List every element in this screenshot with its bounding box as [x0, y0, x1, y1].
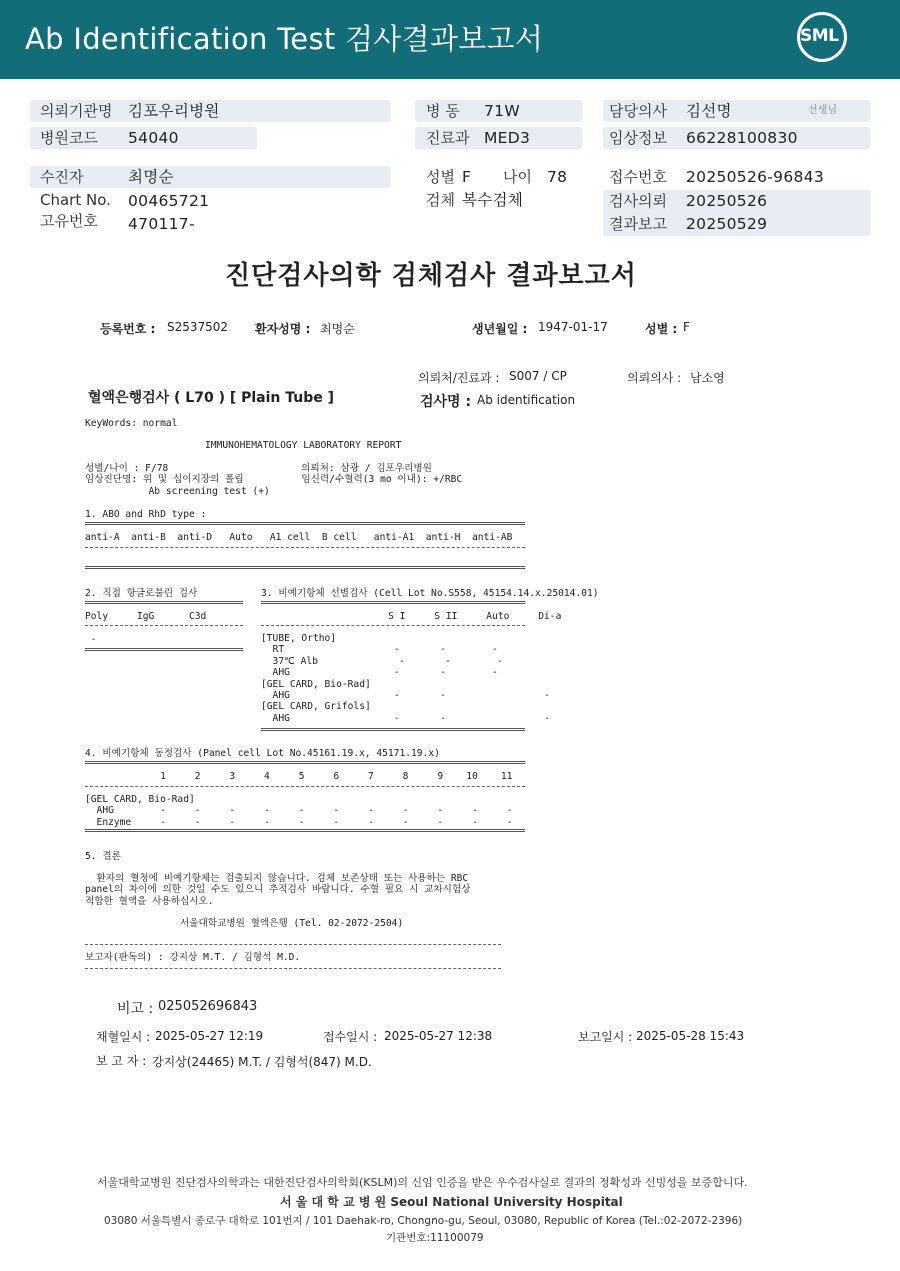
rule	[261, 625, 525, 626]
lab-reporter: 보고자(판독의) : 강지상 M.T. / 김형석 M.D.	[85, 952, 301, 963]
patient-name-label: 환자성명 :	[255, 322, 311, 336]
blood-bank: 서울대학교병원 혈액은행 (Tel. 02-2072-2504)	[180, 918, 404, 929]
unique-no-value: 470117-	[128, 215, 195, 233]
received-label: 접수일시 :	[323, 1030, 378, 1044]
age-value: 78	[547, 168, 568, 186]
report-sex-value: F	[683, 320, 690, 334]
note-label: 비고 :	[117, 1001, 154, 1017]
reg-no-label: 등록번호 :	[100, 322, 156, 336]
sec2-header: Poly IgG C3d	[85, 611, 207, 622]
reported-label: 보고일시 :	[578, 1030, 633, 1044]
receipt-no-label: 접수번호	[609, 168, 667, 186]
sec1-title: 1. ABO and RhD type :	[85, 509, 207, 520]
rule	[261, 728, 525, 731]
header-bar	[0, 0, 900, 79]
hospital-name: 서 울 대 학 교 병 원 Seoul National University Hospital	[280, 1195, 623, 1209]
scanned-report-title: 진단검사의학 검체검사 결과보고서	[225, 261, 637, 291]
field-bg-patient	[30, 166, 390, 188]
doctor-value: 김선명	[686, 102, 732, 120]
sec3-header: S I S II Auto Di-a	[261, 611, 562, 622]
doctor-suffix: 선생님	[808, 105, 837, 116]
sec4-header: 1 2 3 4 5 6 7 8 9 10 11	[85, 771, 513, 782]
sec4-body: [GEL CARD, Bio-Rad] AHG - - - - - - - - - - - Enzyme - - - - - - - - - - -	[85, 794, 513, 828]
requesting-doc-value: 남소영	[690, 371, 725, 385]
rule	[85, 566, 525, 569]
test-request-label: 검사의뢰	[609, 192, 667, 210]
section-heading: 혈액은행검사 ( L70 ) [ Plain Tube ]	[88, 390, 335, 406]
report-reporter-label: 보 고 자 :	[96, 1054, 147, 1068]
sec5-body: 환자의 혈청에 비예기항체는 검출되지 않습니다. 검체 보존상태 또는 사용하는 RBC panel의 차이에 의한 것일 수도 있으니 추적검사 바랍니다. 수혈 필요 시 교차시험상 적합한 혈액을 사용하십시오.	[85, 873, 471, 907]
sex-value: F	[462, 168, 472, 186]
unique-no-label: 고유번호	[40, 212, 98, 230]
test-request-value: 20250526	[686, 192, 768, 210]
certification-line: 서울대학교병원 진단검사의학과는 대한진단검사의학회(KSLM)의 신임 인증을 받은 우수검사실로 결과의 정확성과 신빙성을 보증합니다.	[97, 1176, 748, 1189]
specimen-value: 복수검체	[462, 191, 524, 209]
report-sex-label: 성별 :	[645, 322, 678, 336]
sec3-title: 3. 비예기항체 선별검사 (Cell Lot No.S558, 45154.14.x.25014.01)	[261, 588, 599, 599]
clinical-info-value: 66228100830	[686, 129, 798, 147]
keywords: KeyWords: normal	[85, 418, 178, 429]
sec2-values: -	[85, 634, 97, 645]
department-value: MED3	[484, 129, 531, 147]
collected-value: 2025-05-27 12:19	[155, 1029, 264, 1043]
hospital-code-label: 병원코드	[40, 129, 98, 147]
rule	[85, 761, 525, 764]
rule	[261, 601, 525, 604]
requesting-doc-label: 의뢰의사 :	[627, 371, 682, 385]
dob-label: 생년월일 :	[472, 322, 528, 336]
rule	[85, 625, 243, 626]
patient-name-value: 최명순	[320, 322, 355, 336]
receipt-no-value: 20250526-96843	[686, 168, 824, 186]
sec4-title: 4. 비예기항체 동정검사 (Panel cell Lot No.45161.19.x, 45171.19.x)	[85, 748, 440, 759]
ward-label: 병 동	[426, 102, 460, 120]
received-value: 2025-05-27 12:38	[384, 1029, 493, 1043]
doctor-label: 담당의사	[609, 102, 667, 120]
test-name-label: 검사명 :	[420, 394, 472, 410]
patient-label: 수진자	[40, 168, 84, 186]
rule	[85, 547, 525, 548]
hospital-address: 03080 서울특별시 종로구 대학로 101번지 / 101 Daehak-ro, Chongno-gu, Seoul, 03080, Republic of Korea (Tel.:02-2072-2396)	[104, 1215, 743, 1227]
client-hospital-label: 의뢰기관명	[40, 102, 113, 120]
sml-logo	[797, 12, 855, 64]
test-name-value: Ab identification	[477, 393, 576, 407]
sex-label: 성별	[426, 168, 455, 186]
report-title: Ab Identification Test 검사결과보고서	[25, 22, 544, 56]
chart-no-value: 00465721	[128, 192, 210, 210]
department-label: 진료과	[426, 129, 470, 147]
logo-text: SML	[800, 26, 839, 46]
rule	[85, 944, 501, 945]
sec3-body: [TUBE, Ortho] RT - - - 37℃ Alb - - - AHG - - - [GEL CARD, Bio-Rad] AHG - - - [GEL CARD, Grifols] AHG - - -	[261, 633, 550, 724]
rule	[85, 522, 525, 525]
clinical-info-label: 임상정보	[609, 129, 667, 147]
referral-value: S007 / CP	[509, 369, 567, 383]
result-report-value: 20250529	[686, 215, 768, 233]
patient-block: 성별/나이 : F/78 의뢰처: 삼광 / 김포우리병원 임상진단명: 위 및 십이지장의 폴립 임신력/수혈력(3 mo 이내): +/RBC Ab screening test (+)	[85, 463, 463, 497]
specimen-label: 검체	[426, 191, 455, 209]
ward-value: 71W	[484, 102, 520, 120]
patient-value: 최명순	[128, 168, 174, 186]
reported-value: 2025-05-28 15:43	[636, 1029, 745, 1043]
rule	[85, 786, 525, 787]
rule	[85, 968, 501, 969]
chart-no-label: Chart No.	[40, 191, 111, 209]
note-value: 025052696843	[158, 999, 258, 1014]
client-hospital-value: 김포우리병원	[128, 102, 220, 120]
age-label: 나이	[503, 168, 532, 186]
sec2-title: 2. 직접 항글로불린 검사	[85, 588, 198, 599]
reg-no-value: S2537502	[167, 320, 229, 334]
report-reporter-value: 강지상(24465) M.T. / 김형석(847) M.D.	[152, 1055, 372, 1069]
collected-label: 채혈일시 :	[96, 1030, 151, 1044]
referral-label: 의뢰처/진료과 :	[418, 371, 500, 385]
sec5-title: 5. 결론	[85, 851, 121, 862]
rule	[85, 829, 525, 832]
rule	[85, 601, 243, 604]
result-report-label: 결과보고	[609, 215, 667, 233]
hospital-code-value: 54040	[128, 129, 179, 147]
dob-value: 1947-01-17	[538, 320, 608, 334]
institution-number: 기관번호:11100079	[386, 1232, 484, 1244]
rule	[85, 648, 243, 651]
sec1-header: anti-A anti-B anti-D Auto A1 cell B cell anti-A1 anti-H anti-AB	[85, 532, 513, 543]
lab-title: IMMUNOHEMATOLOGY LABORATORY REPORT	[205, 440, 402, 451]
